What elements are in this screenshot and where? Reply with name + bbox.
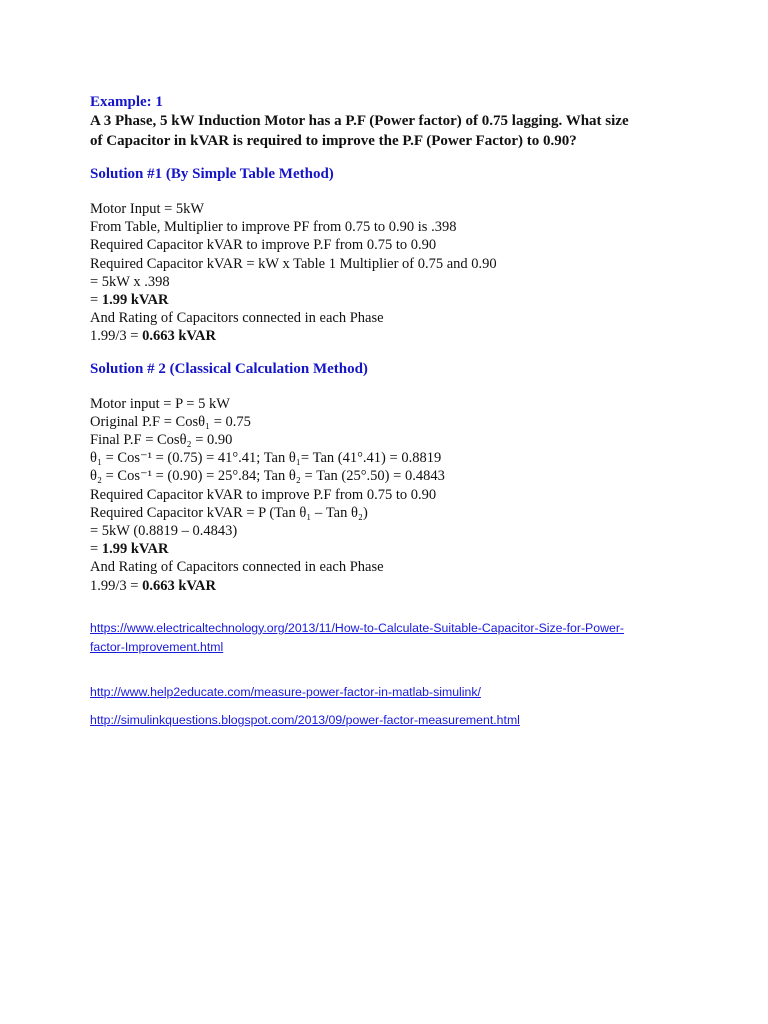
solution-1-line: = 5kW x .398 — [90, 273, 170, 290]
per-phase-prefix: 1.99/3 = — [90, 577, 143, 594]
solution-2-line: Required Capacitor kVAR = P (Tan θ₁ – Tan θ₂) — [90, 504, 368, 521]
solution-2-line: Original P.F = Cosθ₁ = 0.75 — [90, 413, 251, 430]
solution-2-result — [90, 540, 690, 558]
reference-link-1-line-1[interactable]: https://www.electricaltechnology.org/2013/11/How-to-Calculate-Suitable-Capacitor-Size-for-Power- — [90, 620, 625, 635]
solution-1-phase-line: And Rating of Capacitors connected in each Phase — [90, 310, 384, 327]
solution-1-line: From Table, Multiplier to improve PF from 0.75 to 0.90 is .398 — [90, 219, 457, 236]
reference-link-2[interactable]: http://www.help2educate.com/measure-power-factor-in-matlab-simulink/ — [90, 684, 481, 699]
example-title: Example: 1 — [90, 94, 163, 110]
reference-link-1[interactable] — [90, 619, 690, 657]
per-phase-prefix: 1.99/3 = — [90, 328, 143, 345]
solution-1-per-phase — [90, 327, 690, 345]
solution-1-line: Required Capacitor kVAR to improve P.F from 0.75 to 0.90 — [90, 237, 437, 254]
solution-1-result — [90, 291, 690, 309]
reference-link-1-line-2[interactable]: factor-Improvement.html — [90, 639, 224, 654]
solution-1-line: Motor Input = 5kW — [90, 201, 205, 217]
result-value: 1.99 kVAR — [101, 292, 169, 309]
reference-link-3[interactable]: http://simulinkquestions.blogspot.com/2013/09/power-factor-measurement.html — [90, 712, 520, 727]
solution-1-heading: Solution #1 (By Simple Table Method) — [90, 166, 334, 182]
document-content — [90, 93, 690, 730]
solution-2-line: Final P.F = Cosθ₂ = 0.90 — [90, 432, 233, 449]
question-line-2: of Capacitor in kVAR is required to improve the P.F (Power Factor) to 0.90? — [90, 133, 577, 149]
solution-2-per-phase — [90, 577, 690, 595]
solution-2-line: = 5kW (0.8819 – 0.4843) — [90, 523, 238, 540]
solution-1-line: Required Capacitor kVAR = kW x Table 1 Multiplier of 0.75 and 0.90 — [90, 255, 497, 272]
result-prefix: = — [90, 541, 102, 558]
per-phase-value: 0.663 kVAR — [142, 328, 216, 345]
result-prefix: = — [90, 292, 102, 309]
solution-2-line: θ₂ = Cos⁻¹ = (0.90) = 25°.84; Tan θ₂ = Tan (25°.50) = 0.4843 — [90, 468, 445, 485]
per-phase-value: 0.663 kVAR — [142, 577, 216, 594]
solution-2-line: θ₁ = Cos⁻¹ = (0.75) = 41°.41; Tan θ₁= Tan (41°.41) = 0.8819 — [90, 450, 442, 467]
solution-2-phase-line: And Rating of Capacitors connected in each Phase — [90, 559, 384, 576]
solution-2-line: Motor input = P = 5 kW — [90, 395, 230, 412]
question-line-1: A 3 Phase, 5 kW Induction Motor has a P.F (Power factor) of 0.75 lagging. What size — [90, 113, 629, 129]
reference-links — [90, 619, 690, 730]
solution-2-line: Required Capacitor kVAR to improve P.F from 0.75 to 0.90 — [90, 486, 437, 503]
solution-2-heading: Solution # 2 (Classical Calculation Method) — [90, 360, 368, 377]
result-value: 1.99 kVAR — [101, 541, 169, 558]
